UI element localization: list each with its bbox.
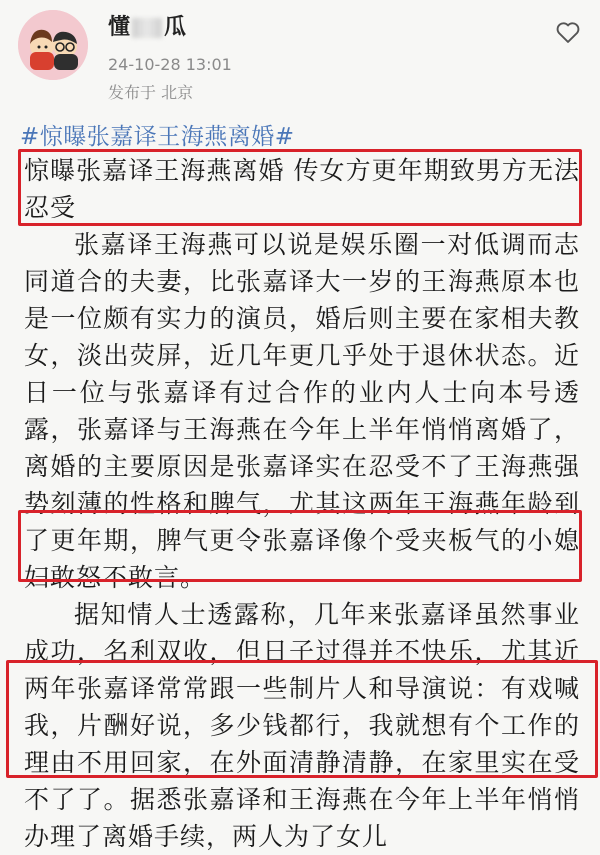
- post-timestamp: 24-10-28 13:01: [108, 55, 232, 74]
- article-paragraph: 张嘉译王海燕可以说是娱乐圈一对低调而志同道合的夫妻，比张嘉译大一岁的王海燕原本也是一位颇有实力的演员，婚后则主要在家相夫教女，淡出荧屏，近几年更几乎处于退休状态。近日一位与张嘉译有过合作的业内人士向本号透露，张嘉译与王海燕在今年上半年悄悄离婚了，离婚的主要原因是张嘉译实在忍受不了王海燕强势刻薄的性格和脾气，尤其这两年王海燕年龄到了更年期，脾气更令张嘉译像个受夹板气的小媳妇敢怒不敢言。: [24, 230, 580, 592]
- avatar-cartoon-icon[interactable]: [18, 10, 88, 80]
- article-body: [24, 152, 580, 855]
- article-headline: 惊曝张嘉译王海燕离婚 传女方更年期致男方无法忍受: [24, 156, 580, 222]
- topic-hashtag[interactable]: #惊曝张嘉译王海燕离婚#: [20, 124, 295, 150]
- heart-outline-icon[interactable]: [554, 18, 582, 46]
- post-header: [0, 0, 600, 110]
- author-name-prefix: 懂: [108, 15, 131, 40]
- post-location: 发布于 北京: [108, 83, 194, 102]
- name-redaction: [132, 18, 162, 38]
- author-name[interactable]: [108, 10, 186, 41]
- author-name-suffix: 瓜: [164, 15, 187, 40]
- article-paragraph: 据知情人士透露称，几年来张嘉译虽然事业成功，名利双收，但日子过得并不快乐，尤其近两年张嘉译常常跟一些制片人和导演说：有戏喊我，片酬好说，多少钱都行，我就想有个工作的理由不用回家，在外面清静清静，在家里实在受不了了。据悉张嘉译和王海燕在今年上半年悄悄办理了离婚手续，两人为了女儿: [24, 600, 580, 851]
